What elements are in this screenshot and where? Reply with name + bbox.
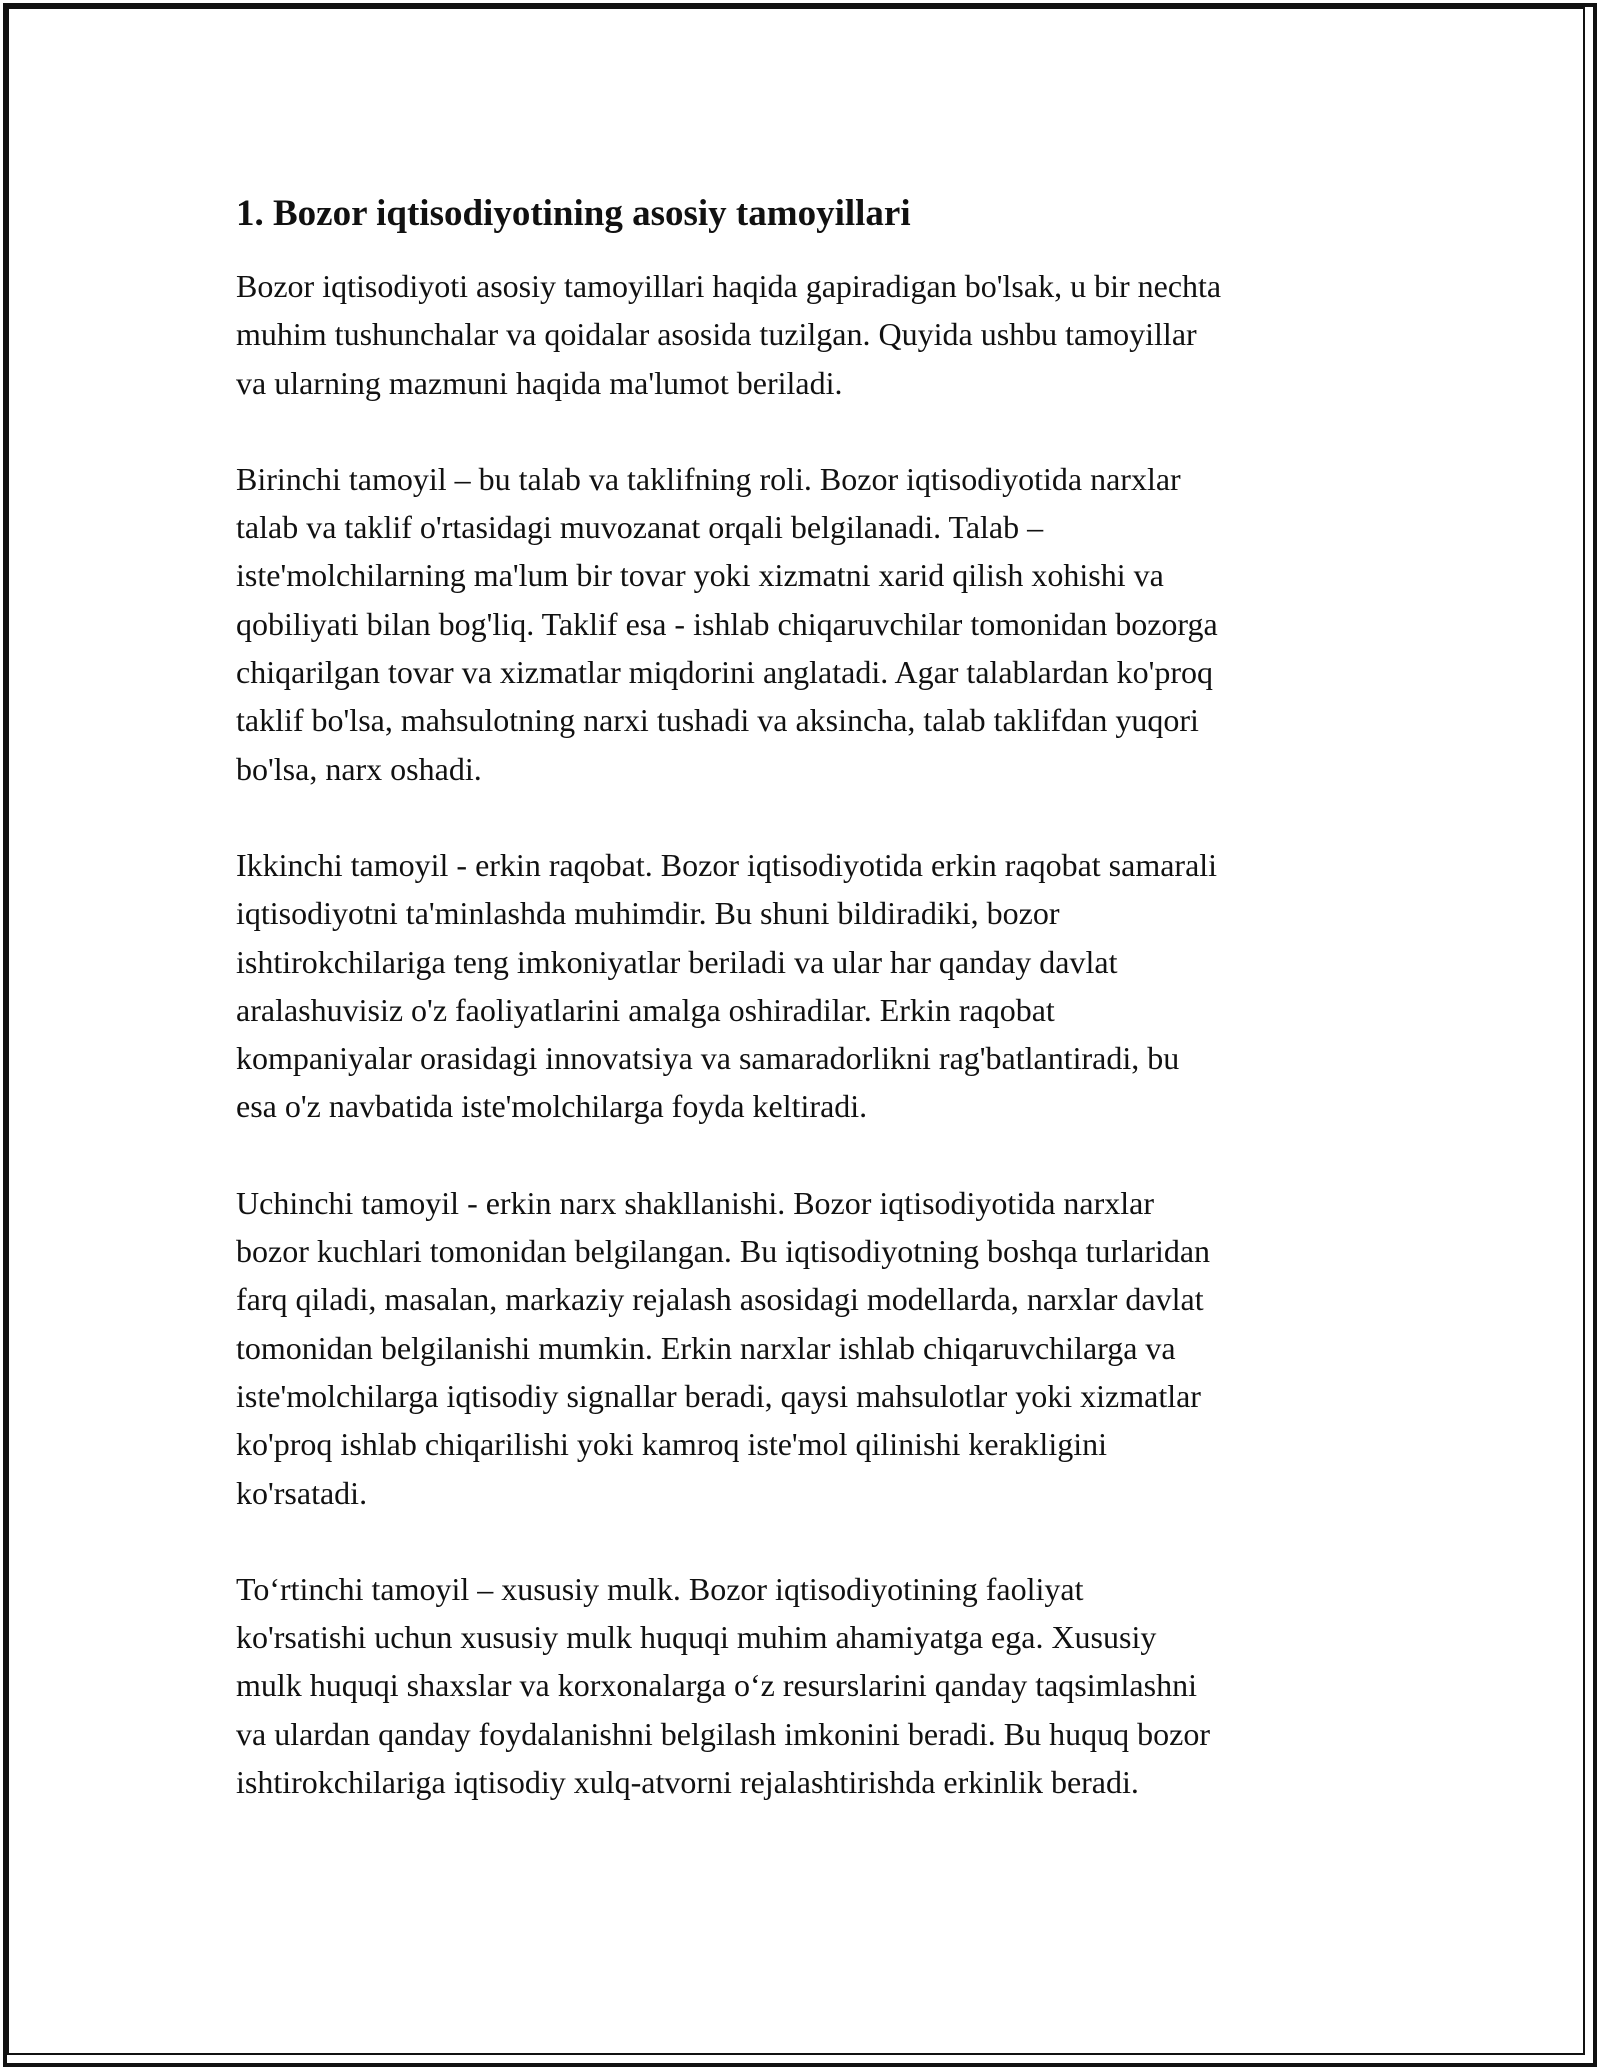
text-line: talab va taklif o'rtasidagi muvozanat orqali belgilanadi. Talab – xyxy=(236,509,1044,546)
paragraph-intro xyxy=(236,262,1376,407)
text-line: ko'rsatishi uchun xususiy mulk huquqi muhim ahamiyatga ega. Xususiy xyxy=(236,1619,1157,1656)
text-line: tomonidan belgilanishi mumkin. Erkin narxlar ishlab chiqaruvchilarga va xyxy=(236,1329,1176,1366)
text-line: ko'proq ishlab chiqarilishi yoki kamroq iste'mol qilinishi kerakligini xyxy=(236,1426,1107,1463)
text-line: bozor kuchlari tomonidan belgilangan. Bu iqtisodiyotning boshqa turlaridan xyxy=(236,1233,1211,1270)
text-line: Ikkinchi tamoyil - erkin raqobat. Bozor iqtisodiyotida erkin raqobat samarali xyxy=(236,846,1218,883)
text-line: qobiliyati bilan bog'liq. Taklif esa - ishlab chiqaruvchilar tomonidan bozorga xyxy=(236,605,1218,642)
text-line: iqtisodiyotni ta'minlashda muhimdir. Bu shuni bildiradiki, bozor xyxy=(236,895,1060,932)
text-line: mulk huquqi shaxslar va korxonalarga o‘z resurslarini qanday taqsimlashni xyxy=(236,1667,1197,1704)
text-line: ko'rsatadi. xyxy=(236,1474,368,1511)
text-line: taklif bo'lsa, mahsulotning narxi tushadi va aksincha, talab taklifdan yuqori xyxy=(236,702,1199,739)
text-line: farq qiladi, masalan, markaziy rejalash asosidagi modellarda, narxlar davlat xyxy=(236,1281,1204,1318)
text-line: chiqarilgan tovar va xizmatlar miqdorini anglatadi. Agar talablardan ko'proq xyxy=(236,654,1213,691)
section-heading: 1. Bozor iqtisodiyotining asosiy tamoyillari xyxy=(236,193,911,234)
paragraph-fourth-principle xyxy=(236,1565,1376,1806)
text-line: ishtirokchilariga teng imkoniyatlar beriladi va ular har qanday davlat xyxy=(236,943,1118,980)
text-line: esa o'z navbatida iste'molchilarga foyda keltiradi. xyxy=(236,1088,868,1125)
text-line: Bozor iqtisodiyoti asosiy tamoyillari haqida gapiradigan bo'lsak, u bir nechta xyxy=(236,268,1222,304)
text-line: va ularning mazmuni haqida ma'lumot beriladi. xyxy=(236,364,843,401)
text-line: To‘rtinchi tamoyil – xususiy mulk. Bozor iqtisodiyotining faoliyat xyxy=(236,1570,1084,1607)
text-line: muhim tushunchalar va qoidalar asosida tuzilgan. Quyida ushbu tamoyillar xyxy=(236,316,1197,353)
text-line: kompaniyalar orasidagi innovatsiya va samaradorlikni rag'batlantiradi, bu xyxy=(236,1040,1180,1077)
text-line: Uchinchi tamoyil - erkin narx shakllanishi. Bozor iqtisodiyotida narxlar xyxy=(236,1184,1155,1221)
text-line: bo'lsa, narx oshadi. xyxy=(236,750,482,787)
text-line: iste'molchilarga iqtisodiy signallar beradi, qaysi mahsulotlar yoki xizmatlar xyxy=(236,1377,1201,1414)
document-body xyxy=(236,190,1376,1854)
text-line: aralashuvisiz o'z faoliyatlarini amalga oshiradilar. Erkin raqobat xyxy=(236,991,1055,1028)
text-line: va ulardan qanday foydalanishni belgilash imkonini beradi. Bu huquq bozor xyxy=(236,1715,1210,1752)
paragraph-second-principle xyxy=(236,841,1376,1131)
text-line: ishtirokchilariga iqtisodiy xulq-atvorni rejalashtirishda erkinlik beradi. xyxy=(236,1764,1139,1801)
text-line: Birinchi tamoyil – bu talab va taklifning roli. Bozor iqtisodiyotida narxlar xyxy=(236,460,1181,497)
paragraph-first-principle xyxy=(236,455,1376,793)
paragraph-third-principle xyxy=(236,1179,1376,1517)
text-line: iste'molchilarning ma'lum bir tovar yoki xizmatni xarid qilish xohishi va xyxy=(236,557,1164,594)
